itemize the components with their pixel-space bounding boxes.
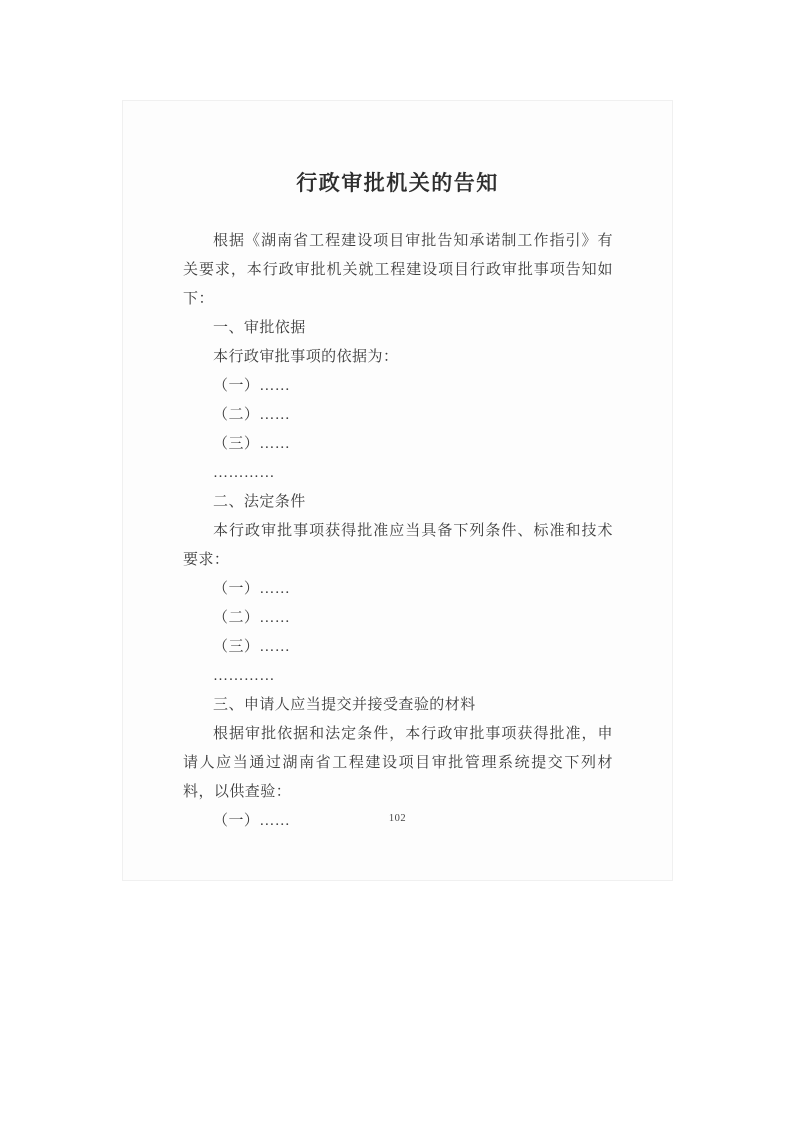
paragraph: 根据《湖南省工程建设项目审批告知承诺制工作指引》有关要求，本行政审批机关就工程建设项目行政审批事项告知如下： — [183, 233, 613, 307]
paragraph: （三）…… — [213, 639, 291, 655]
paragraph: 二、法定条件 — [213, 494, 306, 510]
paragraph: ………… — [213, 465, 275, 481]
paragraph: （二）…… — [213, 407, 291, 423]
paragraph: ………… — [213, 668, 275, 684]
document-page — [122, 100, 673, 881]
paragraph: （二）…… — [213, 610, 291, 626]
paragraph: 本行政审批事项的依据为： — [213, 349, 399, 365]
paragraph: 根据审批依据和法定条件，本行政审批事项获得批准，申请人应当通过湖南省工程建设项目审批管理系统提交下列材料，以供查验： — [183, 726, 613, 800]
paragraph: 本行政审批事项获得批准应当具备下列条件、标准和技术要求： — [183, 523, 613, 568]
document-title: 行政审批机关的告知 — [296, 172, 499, 195]
paragraph: （三）…… — [213, 436, 291, 452]
paragraph: （一）…… — [213, 813, 291, 829]
paragraph: （一）…… — [213, 581, 291, 597]
paragraph: 三、申请人应当提交并接受查验的材料 — [213, 697, 476, 713]
page-number: 102 — [388, 813, 407, 824]
document-body — [183, 227, 613, 836]
paragraph: 一、审批依据 — [213, 320, 306, 336]
paragraph: （一）…… — [213, 378, 291, 394]
